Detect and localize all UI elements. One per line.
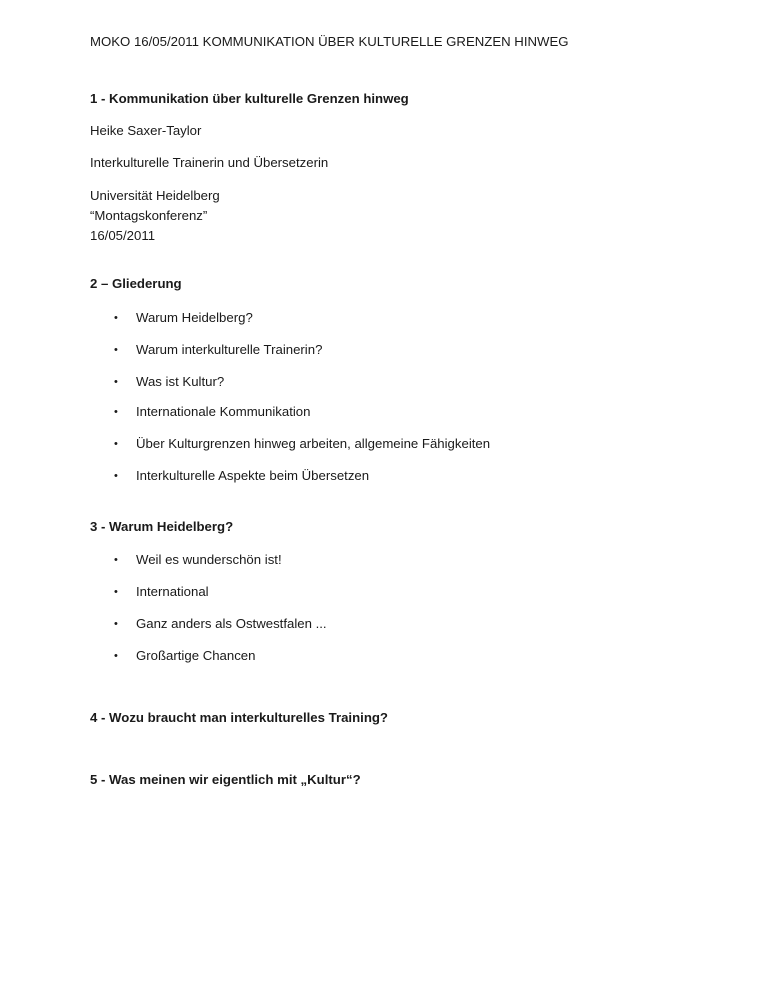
list-item-text: Was ist Kultur? [136,374,225,389]
list-item-text: Warum Heidelberg? [136,310,253,325]
list-item-text: Internationale Kommunikation [136,404,311,419]
list-item-text: Über Kulturgrenzen hinweg arbeiten, allgemeine Fähigkeiten [136,436,491,451]
bullet-icon: • [114,554,118,566]
bullet-icon: • [114,312,118,324]
author-role: Interkulturelle Trainerin und Übersetzerin [90,155,329,170]
list-item-text: Interkulturelle Aspekte beim Übersetzen [136,468,370,483]
bullet-icon: • [114,438,118,450]
list-item-text: International [136,584,209,599]
author-name: Heike Saxer-Taylor [90,123,202,138]
bullet-icon: • [114,650,118,662]
bullet-icon: • [114,344,118,356]
list-item-text: Großartige Chancen [136,648,256,663]
section-2-heading: 2 – Gliederung [90,276,182,291]
bullet-icon: • [114,470,118,482]
bullet-icon: • [114,618,118,630]
section-4-heading: 4 - Wozu braucht man interkulturelles Training? [90,710,388,725]
section-5-heading: 5 - Was meinen wir eigentlich mit „Kultur“? [90,772,361,787]
bullet-icon: • [114,406,118,418]
institution: Universität Heidelberg [90,188,220,203]
list-item-text: Warum interkulturelle Trainerin? [136,342,323,357]
list-item-text: Weil es wunderschön ist! [136,552,282,567]
section-1-heading: 1 - Kommunikation über kulturelle Grenzen hinweg [90,91,409,106]
section-3-heading: 3 - Warum Heidelberg? [90,519,234,534]
bullet-icon: • [114,376,118,388]
event-name: “Montagskonferenz” [90,208,208,223]
list-item-text: Ganz anders als Ostwestfalen ... [136,616,327,631]
page-header: MOKO 16/05/2011 KOMMUNIKATION ÜBER KULTURELLE GRENZEN HINWEG [90,34,569,49]
event-date: 16/05/2011 [90,228,156,243]
bullet-icon: • [114,586,118,598]
